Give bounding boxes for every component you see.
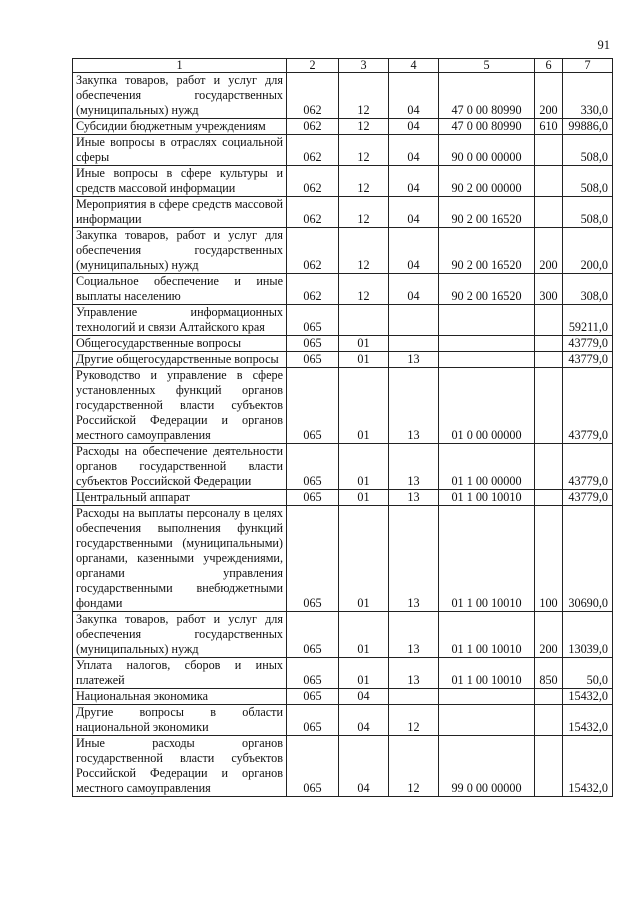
table-row	[73, 506, 613, 612]
row-target-item	[439, 689, 535, 705]
row-name: Иные расходы органов государственной власти субъектов Российской Федерации и органов местного самоуправления	[73, 736, 287, 797]
table-row	[73, 197, 613, 228]
row-subsection: 12	[389, 705, 439, 736]
row-amount: 43779,0	[563, 336, 613, 352]
row-expense-type: 300	[535, 274, 563, 305]
row-target-item: 47 0 00 80990	[439, 73, 535, 119]
row-amount: 15432,0	[563, 689, 613, 705]
table-row	[73, 352, 613, 368]
row-target-item: 01 0 00 00000	[439, 368, 535, 444]
row-admin-code: 065	[287, 736, 339, 797]
row-expense-type: 200	[535, 73, 563, 119]
row-subsection	[389, 689, 439, 705]
row-target-item	[439, 352, 535, 368]
row-admin-code: 065	[287, 705, 339, 736]
table-row	[73, 305, 613, 336]
row-expense-type	[535, 135, 563, 166]
row-target-item: 90 2 00 16520	[439, 197, 535, 228]
row-name: Уплата налогов, сборов и иных платежей	[73, 658, 287, 689]
row-section: 12	[339, 135, 389, 166]
row-name: Центральный аппарат	[73, 490, 287, 506]
row-amount: 43779,0	[563, 490, 613, 506]
row-target-item: 01 1 00 10010	[439, 612, 535, 658]
row-section: 01	[339, 352, 389, 368]
column-header-3: 3	[339, 59, 389, 73]
row-subsection: 04	[389, 228, 439, 274]
row-admin-code: 065	[287, 490, 339, 506]
row-section: 01	[339, 506, 389, 612]
row-expense-type	[535, 705, 563, 736]
row-section: 04	[339, 736, 389, 797]
row-admin-code: 062	[287, 228, 339, 274]
row-expense-type: 610	[535, 119, 563, 135]
row-amount: 508,0	[563, 197, 613, 228]
row-amount: 508,0	[563, 135, 613, 166]
row-section: 01	[339, 612, 389, 658]
row-expense-type	[535, 336, 563, 352]
row-name: Расходы на выплаты персоналу в целях обеспечения выполнения функций государственными (муниципальными) органами, казенными учреждениями, органами управления государственными внебюджетными фондами	[73, 506, 287, 612]
table-row	[73, 119, 613, 135]
row-expense-type: 200	[535, 228, 563, 274]
row-section	[339, 305, 389, 336]
row-amount: 43779,0	[563, 444, 613, 490]
row-name: Национальная экономика	[73, 689, 287, 705]
row-target-item: 90 2 00 16520	[439, 228, 535, 274]
row-expense-type	[535, 444, 563, 490]
row-subsection: 04	[389, 73, 439, 119]
row-name: Социальное обеспечение и иные выплаты населению	[73, 274, 287, 305]
row-target-item: 01 1 00 00000	[439, 444, 535, 490]
row-name: Иные вопросы в сфере культуры и средств массовой информации	[73, 166, 287, 197]
row-expense-type	[535, 689, 563, 705]
row-expense-type: 850	[535, 658, 563, 689]
table-body	[73, 73, 613, 797]
row-subsection	[389, 336, 439, 352]
row-admin-code: 065	[287, 336, 339, 352]
row-section: 01	[339, 368, 389, 444]
row-subsection: 13	[389, 658, 439, 689]
row-subsection: 13	[389, 506, 439, 612]
row-section: 12	[339, 166, 389, 197]
row-admin-code: 065	[287, 352, 339, 368]
row-target-item	[439, 705, 535, 736]
row-amount: 13039,0	[563, 612, 613, 658]
row-expense-type: 200	[535, 612, 563, 658]
row-subsection: 13	[389, 352, 439, 368]
row-subsection: 04	[389, 166, 439, 197]
row-expense-type	[535, 736, 563, 797]
column-header-5: 5	[439, 59, 535, 73]
row-expense-type: 100	[535, 506, 563, 612]
row-admin-code: 062	[287, 119, 339, 135]
row-section: 01	[339, 658, 389, 689]
row-target-item	[439, 305, 535, 336]
row-target-item: 01 1 00 10010	[439, 490, 535, 506]
row-section: 04	[339, 689, 389, 705]
row-target-item: 90 2 00 00000	[439, 166, 535, 197]
row-name: Мероприятия в сфере средств массовой информации	[73, 197, 287, 228]
row-admin-code: 065	[287, 612, 339, 658]
column-header-1: 1	[73, 59, 287, 73]
row-amount: 508,0	[563, 166, 613, 197]
row-expense-type	[535, 166, 563, 197]
row-amount: 30690,0	[563, 506, 613, 612]
row-subsection: 13	[389, 612, 439, 658]
table-row	[73, 490, 613, 506]
row-amount: 15432,0	[563, 705, 613, 736]
page-number: 91	[597, 38, 610, 52]
header-row	[73, 59, 613, 73]
row-section: 01	[339, 336, 389, 352]
row-section: 01	[339, 490, 389, 506]
row-name: Другие общегосударственные вопросы	[73, 352, 287, 368]
row-amount: 99886,0	[563, 119, 613, 135]
row-target-item: 90 0 00 00000	[439, 135, 535, 166]
row-section: 12	[339, 73, 389, 119]
row-amount: 308,0	[563, 274, 613, 305]
row-admin-code: 065	[287, 444, 339, 490]
row-expense-type	[535, 490, 563, 506]
table-row	[73, 274, 613, 305]
table-row	[73, 336, 613, 352]
row-amount: 330,0	[563, 73, 613, 119]
row-admin-code: 065	[287, 506, 339, 612]
column-header-4: 4	[389, 59, 439, 73]
column-header-7: 7	[563, 59, 613, 73]
row-subsection: 04	[389, 119, 439, 135]
table-row	[73, 228, 613, 274]
row-section: 04	[339, 705, 389, 736]
row-admin-code: 065	[287, 305, 339, 336]
row-section: 01	[339, 444, 389, 490]
row-target-item: 01 1 00 10010	[439, 658, 535, 689]
row-admin-code: 062	[287, 197, 339, 228]
row-subsection: 04	[389, 274, 439, 305]
table-row	[73, 444, 613, 490]
row-amount: 43779,0	[563, 352, 613, 368]
row-section: 12	[339, 274, 389, 305]
table-row	[73, 612, 613, 658]
row-amount: 200,0	[563, 228, 613, 274]
row-admin-code: 062	[287, 166, 339, 197]
row-expense-type	[535, 197, 563, 228]
row-name: Другие вопросы в области национальной экономики	[73, 705, 287, 736]
table-row	[73, 658, 613, 689]
budget-table	[72, 58, 613, 797]
row-target-item: 01 1 00 10010	[439, 506, 535, 612]
row-admin-code: 062	[287, 135, 339, 166]
row-expense-type	[535, 352, 563, 368]
row-admin-code: 065	[287, 658, 339, 689]
row-name: Закупка товаров, работ и услуг для обеспечения государственных (муниципальных) нужд	[73, 73, 287, 119]
row-name: Управление информационных технологий и связи Алтайского края	[73, 305, 287, 336]
row-subsection: 13	[389, 490, 439, 506]
table-row	[73, 705, 613, 736]
row-name: Руководство и управление в сфере установленных функций органов государственной власти субъектов Российской Федерации и органов местного самоуправления	[73, 368, 287, 444]
table-row	[73, 166, 613, 197]
row-amount: 43779,0	[563, 368, 613, 444]
row-expense-type	[535, 368, 563, 444]
row-admin-code: 065	[287, 368, 339, 444]
row-name: Закупка товаров, работ и услуг для обеспечения государственных (муниципальных) нужд	[73, 228, 287, 274]
row-admin-code: 065	[287, 689, 339, 705]
row-target-item: 90 2 00 16520	[439, 274, 535, 305]
row-name: Закупка товаров, работ и услуг для обеспечения государственных (муниципальных) нужд	[73, 612, 287, 658]
row-name: Расходы на обеспечение деятельности органов государственной власти субъектов Российской Федерации	[73, 444, 287, 490]
column-header-6: 6	[535, 59, 563, 73]
row-target-item: 47 0 00 80990	[439, 119, 535, 135]
row-section: 12	[339, 197, 389, 228]
row-expense-type	[535, 305, 563, 336]
row-amount: 15432,0	[563, 736, 613, 797]
column-header-2: 2	[287, 59, 339, 73]
row-target-item	[439, 336, 535, 352]
row-name: Общегосударственные вопросы	[73, 336, 287, 352]
row-subsection: 12	[389, 736, 439, 797]
table-row	[73, 135, 613, 166]
row-target-item: 99 0 00 00000	[439, 736, 535, 797]
row-admin-code: 062	[287, 274, 339, 305]
row-subsection: 13	[389, 444, 439, 490]
table-row	[73, 689, 613, 705]
row-admin-code: 062	[287, 73, 339, 119]
row-section: 12	[339, 228, 389, 274]
row-section: 12	[339, 119, 389, 135]
row-name: Иные вопросы в отраслях социальной сферы	[73, 135, 287, 166]
table-row	[73, 73, 613, 119]
table-row	[73, 368, 613, 444]
row-amount: 59211,0	[563, 305, 613, 336]
row-name: Субсидии бюджетным учреждениям	[73, 119, 287, 135]
row-subsection: 13	[389, 368, 439, 444]
row-amount: 50,0	[563, 658, 613, 689]
row-subsection	[389, 305, 439, 336]
row-subsection: 04	[389, 135, 439, 166]
table-row	[73, 736, 613, 797]
row-subsection: 04	[389, 197, 439, 228]
